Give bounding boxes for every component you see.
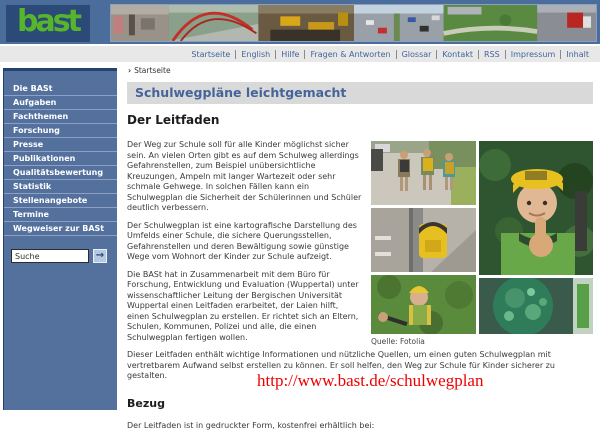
- photo-green-traffic-light: [479, 278, 593, 334]
- nav-inhalt[interactable]: Inhalt: [560, 50, 594, 59]
- url-stamp: http://www.bast.de/schulwegplan: [257, 371, 484, 390]
- search-submit-arrow-icon[interactable]: →: [93, 249, 107, 263]
- image-source-caption: Quelle: Fotolia: [371, 337, 425, 346]
- section-heading: Der Leitfaden: [127, 113, 220, 127]
- bast-logo[interactable]: [6, 5, 90, 42]
- sidebar-item-fachthemen[interactable]: Fachthemen: [4, 110, 117, 124]
- paragraph-4: Dieser Leitfaden enthält wichtige Informationen und nützliche Quellen, um einen guten Schulwegplan mit vertretbarem Aufwand selbst erstellen zu können. Er soll helfen, den Weg zur Schule für Kinder sicherer zu gestalten.: [127, 350, 555, 380]
- site-header: [0, 0, 600, 45]
- photo-girl-with-helmet: [371, 275, 476, 334]
- sidebar-item-wegweiser-zur-bast[interactable]: Wegweiser zur BASt: [4, 222, 117, 236]
- breadcrumb-startseite-link[interactable]: Startseite: [134, 66, 171, 75]
- top-navigation: [0, 46, 600, 62]
- paragraph-2: Der Schulwegplan ist eine kartografische Darstellung des Umfelds einer Schule, die sichere Querungsstellen, Gefahrenstellen und deren Bewältigung sowie günstige Wege vom Wohnort der Kinder zur Schule aufzeigt.: [127, 220, 357, 261]
- nav-hilfe[interactable]: Hilfe: [275, 50, 304, 59]
- bezug-text: Der Leitfaden ist in gedruckter Form, kostenfrei erhältlich bei:: [127, 420, 375, 430]
- sidebar-menu: [4, 82, 117, 236]
- breadcrumb: [128, 66, 593, 75]
- sidebar-item-aufgaben[interactable]: Aufgaben: [4, 96, 117, 110]
- sidebar-item-qualitaetsbewertung[interactable]: Qualitätsbewertung: [4, 166, 117, 180]
- banner-photo-strip-graphic: [111, 5, 596, 41]
- sidebar-item-termine[interactable]: Termine: [4, 208, 117, 222]
- paragraph-1: Der Weg zur Schule soll für alle Kinder möglichst sicher sein. An vielen Orten gibt es auf dem Schulweg allerdings Gefahrenstellen, zum Beispiel unübersichtliche Kreuzungen, Ampeln mit langer Wartezeit oder sehr schmale Gehwege. In solchen Fällen kann ein Schulwegplan die Sicherheit der Schülerinnen und Schüler deutlich verbessern.: [127, 140, 362, 212]
- nav-english[interactable]: English: [235, 50, 275, 59]
- sidebar-item-forschung[interactable]: Forschung: [4, 124, 117, 138]
- sidebar-navigation: [3, 68, 117, 410]
- sidebar-item-publikationen[interactable]: Publikationen: [4, 152, 117, 166]
- photo-children-walking-to-school: [371, 141, 476, 205]
- header-banner-photo: [110, 4, 597, 42]
- sidebar-item-statistik[interactable]: Statistik: [4, 180, 117, 194]
- bast-logo-text: bast: [17, 4, 79, 39]
- page-title: Schulwegpläne leichtgemacht: [127, 82, 593, 104]
- article-body: [127, 140, 593, 382]
- photo-pedestrian-signal-button: [371, 208, 476, 272]
- nav-fragen-antworten[interactable]: Fragen & Antworten: [304, 50, 395, 59]
- nav-startseite[interactable]: Startseite: [191, 49, 231, 59]
- nav-glossar[interactable]: Glossar: [396, 50, 437, 59]
- nav-rss[interactable]: RSS: [478, 50, 505, 59]
- nav-impressum[interactable]: Impressum: [505, 50, 560, 59]
- photo-boy-thumbs-up: [479, 141, 593, 275]
- bezug-heading: Bezug: [127, 396, 165, 410]
- sidebar-item-die-bast[interactable]: Die BASt: [4, 82, 117, 96]
- sidebar-item-presse[interactable]: Presse: [4, 138, 117, 152]
- search-input[interactable]: [11, 249, 89, 263]
- photo-collage: [371, 141, 593, 348]
- nav-kontakt[interactable]: Kontakt: [436, 50, 478, 59]
- breadcrumb-arrow-icon: ›: [128, 66, 132, 75]
- paragraph-3: Die BASt hat in Zusammenarbeit mit dem Büro für Forschung, Entwicklung und Evaluation (Wuppertal) unter wissenschaftlicher Leitung der Bergischen Universität Wuppertal einen Leitfaden erarbeitet, der Laien hilft, einen Schulwegplan zu erstellen. Er richtet sich an Eltern, Schulen, Kommunen, Polizei und alle, die einen Schulwegplan fertigen wollen.: [127, 269, 359, 342]
- sidebar-search: [11, 249, 117, 263]
- sidebar-item-stellenangebote[interactable]: Stellenangebote: [4, 194, 117, 208]
